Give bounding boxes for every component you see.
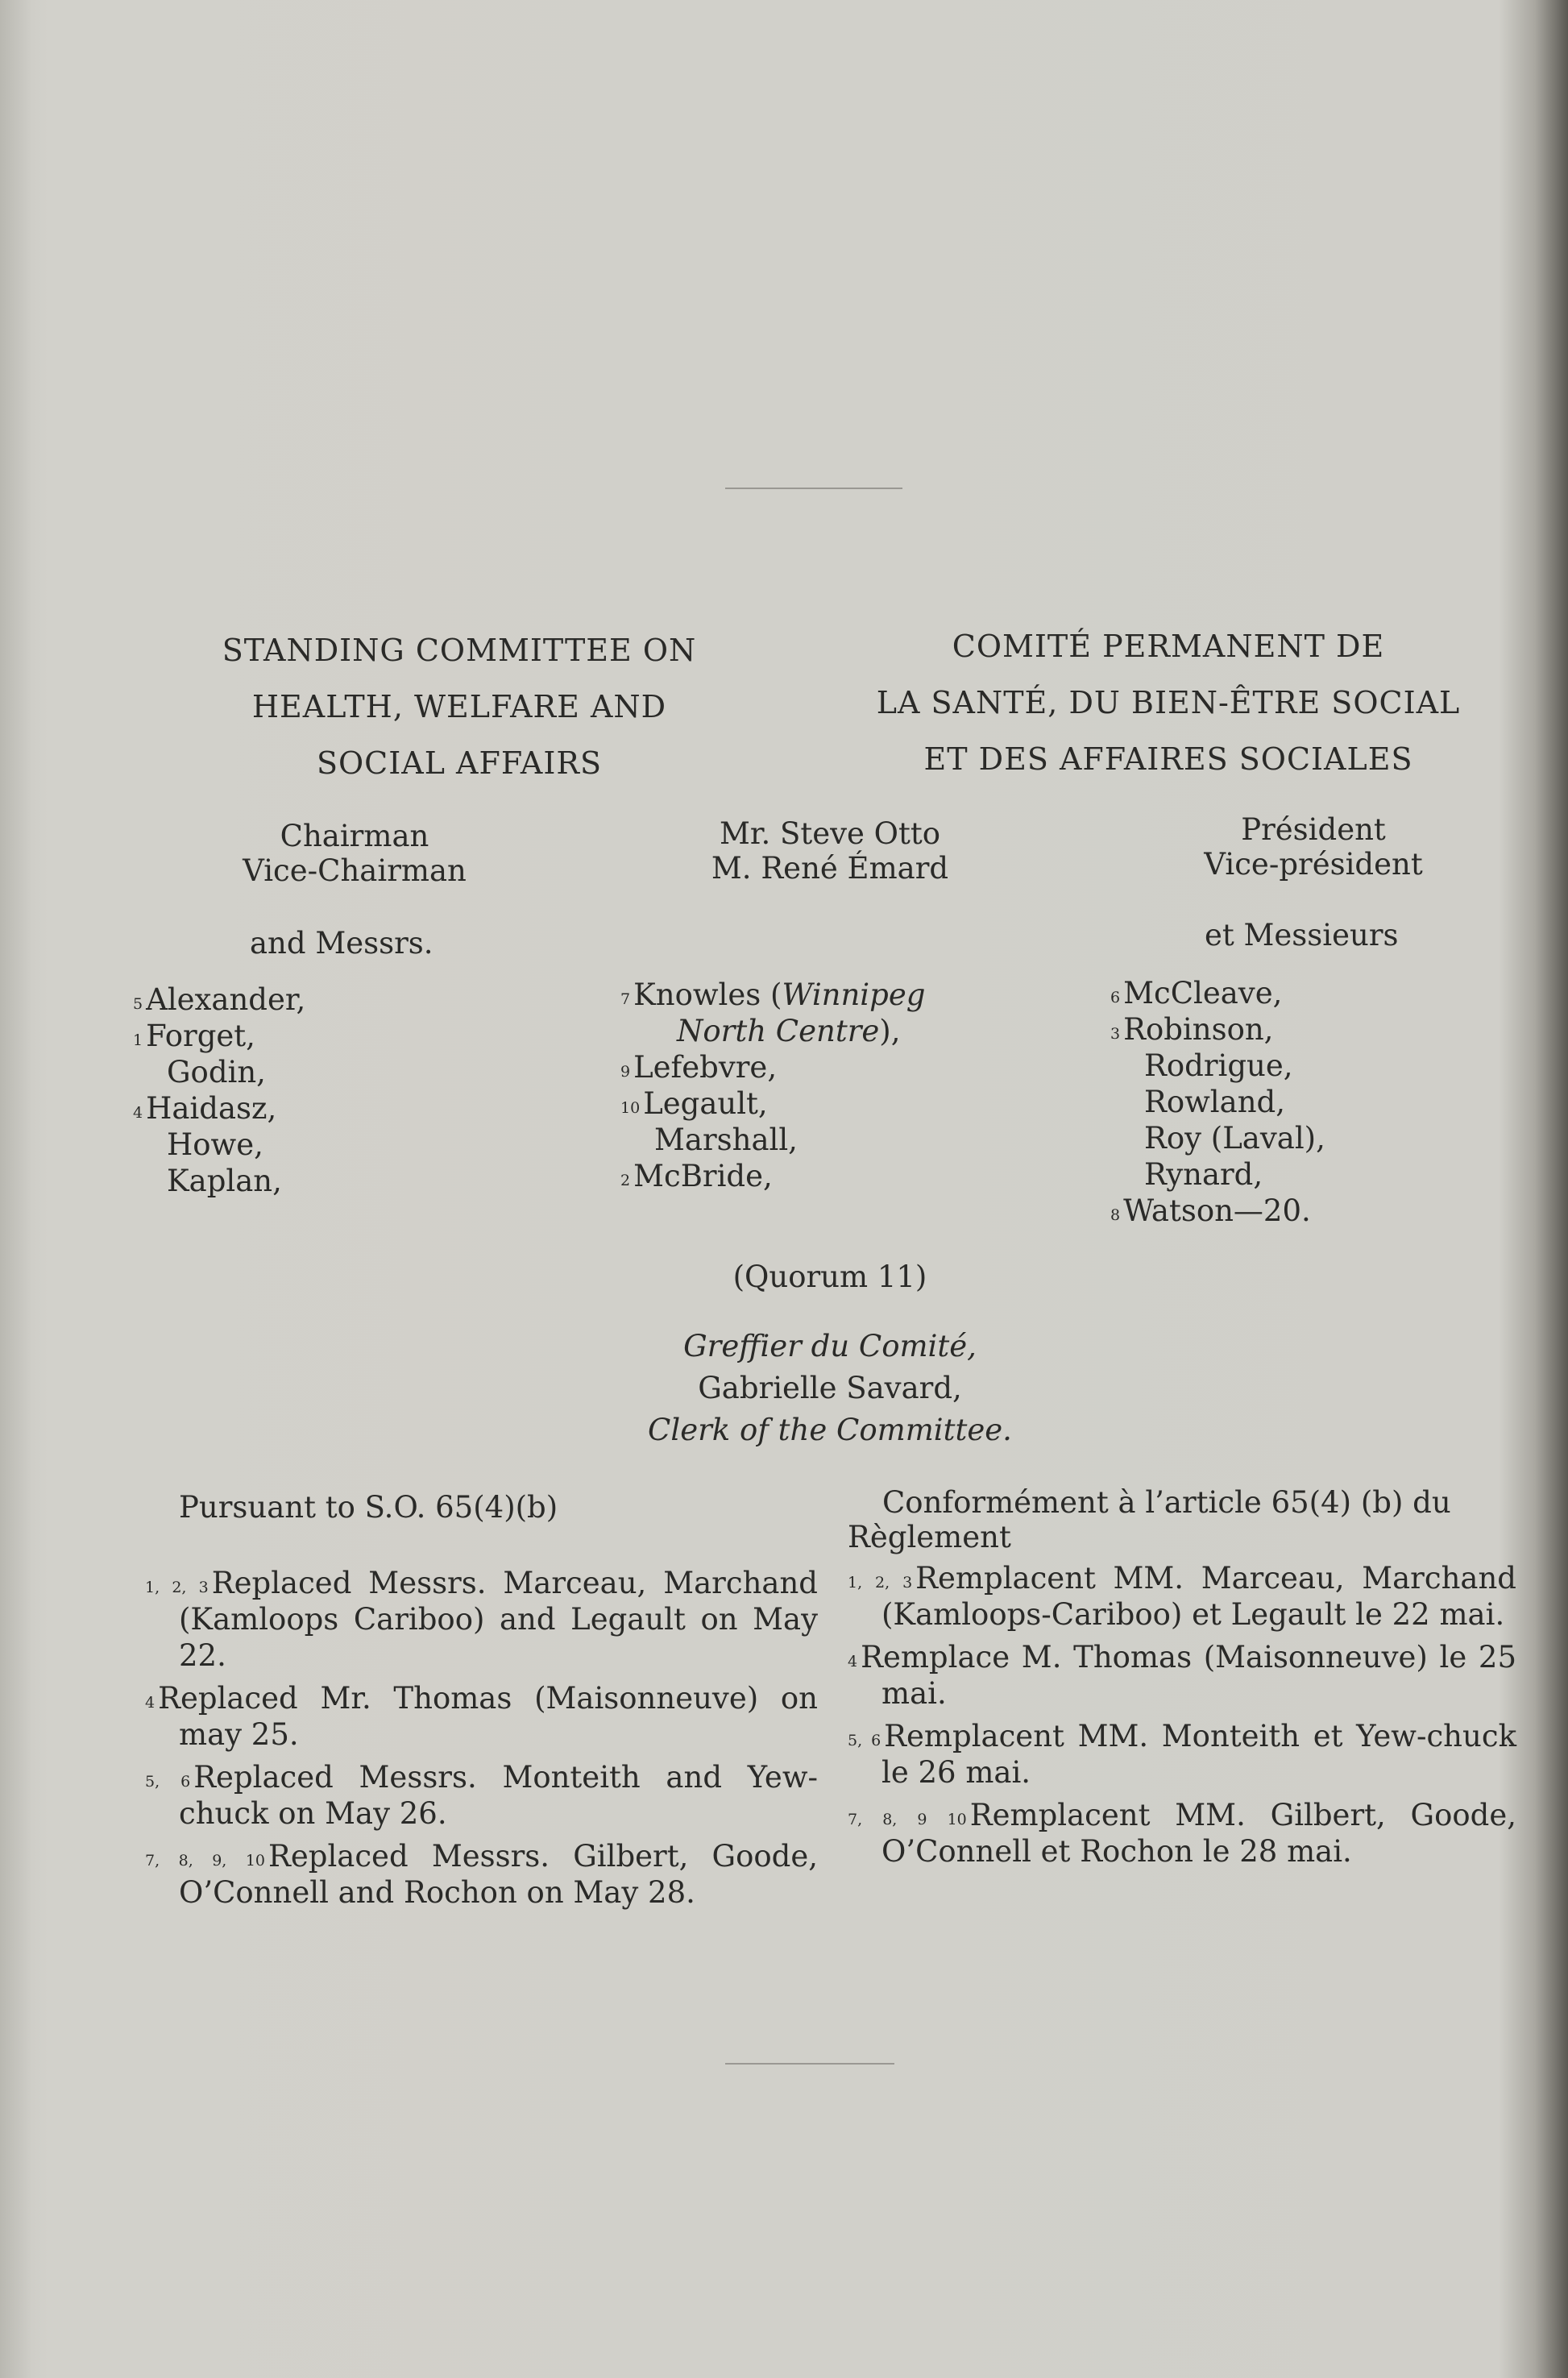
member-item: $^1$ Forget, xyxy=(133,1019,255,1053)
committee-title-en-line1: STANDING COMMITTEE ON xyxy=(222,633,697,668)
member-item: $^4$ Haidasz, xyxy=(133,1091,277,1126)
member-item: $^3$ Robinson, xyxy=(1110,1012,1274,1047)
member-item: Rynard, xyxy=(1144,1157,1263,1192)
member-item: $^8$ Watson—20. xyxy=(1110,1193,1311,1228)
member-item: Howe, xyxy=(167,1127,263,1162)
replacement-note: $^{7, 8, 9, 10}$ Replaced Messrs. Gilbert, Goode, O’Connell and Rochon on May 28. xyxy=(145,1839,818,1910)
pursuant-fr-line1: Conformément à l’article 65(4) (b) du xyxy=(882,1485,1451,1520)
member-item: $^2$ McBride, xyxy=(620,1159,773,1193)
vice-chairman-name: M. René Émard xyxy=(711,851,949,886)
replacement-note: $^4$ Remplace M. Thomas (Maisonneuve) le 25 mai. xyxy=(848,1640,1516,1711)
committee-title-en-line3: SOCIAL AFFAIRS xyxy=(317,745,602,781)
clerk-label-en: Clerk of the Committee. xyxy=(648,1413,1012,1447)
member-item: Rodrigue, xyxy=(1144,1048,1293,1083)
members-column-3 xyxy=(1110,975,1325,1229)
vice-chairman-label-en: Vice-Chairman xyxy=(243,853,467,888)
quorum: (Quorum 11) xyxy=(732,1260,927,1294)
member-item: $^5$ Alexander, xyxy=(133,982,306,1017)
committee-title-fr-line2: LA SANTÉ, DU BIEN-ÊTRE SOCIAL xyxy=(876,685,1461,720)
replacement-notes-fr xyxy=(848,1560,1516,1876)
members-column-2 xyxy=(620,977,925,1194)
member-item: $^6$ McCleave, xyxy=(1110,976,1283,1011)
replacement-notes-en xyxy=(145,1565,818,1917)
member-item: Marshall, xyxy=(654,1123,798,1157)
pursuant-en: Pursuant to S.O. 65(4)(b) xyxy=(179,1490,558,1525)
member-item: $^{10}$ Legault, xyxy=(620,1086,768,1121)
replacement-note: $^{7, 8, 9 10}$ Remplacent MM. Gilbert, Goode, O’Connell et Rochon le 28 mai. xyxy=(848,1798,1517,1869)
vice-chairman-label-fr: Vice-président xyxy=(1204,847,1423,882)
committee-title-en-line2: HEALTH, WELFARE AND xyxy=(251,689,667,724)
member-item: $^7$ Knowles (Winnipeg xyxy=(620,977,926,1012)
member-item: Godin, xyxy=(167,1055,266,1089)
member-item: Kaplan, xyxy=(167,1164,282,1198)
chairman-name: Mr. Steve Otto xyxy=(719,816,941,851)
member-item: North Centre), xyxy=(677,1014,901,1048)
replacement-note: $^{5, 6}$ Remplacent MM. Monteith et Yew-chuck le 26 mai. xyxy=(848,1719,1516,1790)
pursuant-fr-line2: Règlement xyxy=(848,1520,1011,1554)
chairman-label-en: Chairman xyxy=(280,819,429,853)
member-item: Rowland, xyxy=(1144,1085,1285,1119)
chairman-label-fr: Président xyxy=(1241,812,1386,847)
et-messieurs-label: et Messieurs xyxy=(1205,918,1399,952)
greffier-label: Greffier du Comité, xyxy=(683,1329,977,1363)
and-messrs-label: and Messrs. xyxy=(250,926,433,961)
replacement-note: $^{5, 6}$ Replaced Messrs. Monteith and Yew-chuck on May 26. xyxy=(145,1760,818,1831)
top-divider xyxy=(725,488,902,489)
replacement-note: $^{1, 2, 3}$ Replaced Messrs. Marceau, Marchand (Kamloops Cariboo) and Legault on May 22. xyxy=(145,1566,818,1673)
bottom-divider xyxy=(725,2063,894,2065)
clerk-name: Gabrielle Savard, xyxy=(698,1371,962,1405)
committee-title-fr-line1: COMITÉ PERMANENT DE xyxy=(952,629,1385,664)
member-item: $^9$ Lefebvre, xyxy=(620,1050,778,1085)
replacement-note: $^{1, 2, 3}$ Remplacent MM. Marceau, Marchand (Kamloops-Cariboo) et Legault le 22 mai. xyxy=(848,1561,1516,1632)
replacement-note: $^4$ Replaced Mr. Thomas (Maisonneuve) on may 25. xyxy=(145,1681,818,1752)
committee-title-fr-line3: ET DES AFFAIRES SOCIALES xyxy=(923,741,1413,777)
members-column-1 xyxy=(133,981,305,1199)
member-item: Roy (Laval), xyxy=(1144,1121,1325,1156)
